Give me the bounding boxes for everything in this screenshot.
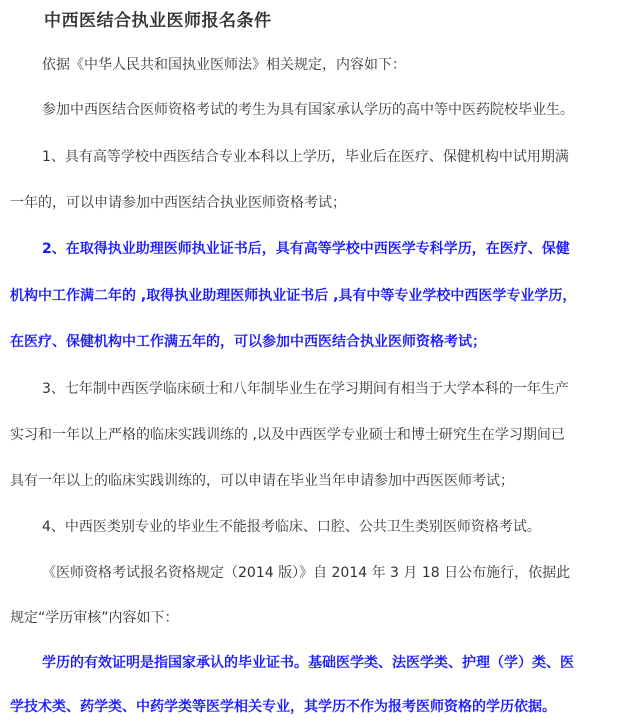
highlight-line: 在医疗、保健机构中工作满五年的，可以参加中西医结合执业医师资格考试； xyxy=(10,334,486,350)
text-line: 《医师资格考试报名资格规定（2014 版）》自 2014 年 3 月 18 日公布施行，依据此 xyxy=(42,565,571,581)
text-line: 依据《中华人民共和国执业医师法》相关规定，内容如下： xyxy=(42,57,406,73)
page-title: 中西医结合执业医师报名条件 xyxy=(44,11,272,31)
highlight-line: 学技术类、药学类、中药学类等医学相关专业，其学历不作为报考医师资格的学历依据。 xyxy=(10,699,556,715)
text-line: 1、具有高等学校中西医结合专业本科以上学历，毕业后在医疗、保健机构中试用期满 xyxy=(42,149,569,165)
text-line: 实习和一年以上严格的临床实践训练的 ,以及中西医学专业硕士和博士研究生在学习期间已 xyxy=(10,427,565,443)
text-line: 参加中西医结合医师资格考试的考生为具有国家承认学历的高中等中医药院校毕业生。 xyxy=(42,102,574,118)
text-line: 具有一年以上的临床实践训练的，可以申请在毕业当年申请参加中西医医师考试； xyxy=(10,473,514,489)
highlight-line: 学历的有效证明是指国家承认的毕业证书。基础医学类、法医学类、护理（学）类、医 xyxy=(42,655,574,671)
text-line: 3、七年制中西医学临床硕士和八年制毕业生在学习期间有相当于大学本科的一年生产 xyxy=(42,381,569,397)
text-line: 4、中西医类别专业的毕业生不能报考临床、口腔、公共卫生类别医师资格考试。 xyxy=(42,519,541,535)
text-line: 一年的，可以申请参加中西医结合执业医师资格考试； xyxy=(10,195,346,211)
highlight-line: 2、在取得执业助理医师执业证书后，具有高等学校中西医学专科学历，在医疗、保健 xyxy=(42,241,570,257)
highlight-line: 机构中工作满二年的 ,取得执业助理医师执业证书后 ,具有中等专业学校中西医学专业学历， xyxy=(10,288,577,304)
text-line: 规定“学历审核”内容如下： xyxy=(10,610,179,626)
